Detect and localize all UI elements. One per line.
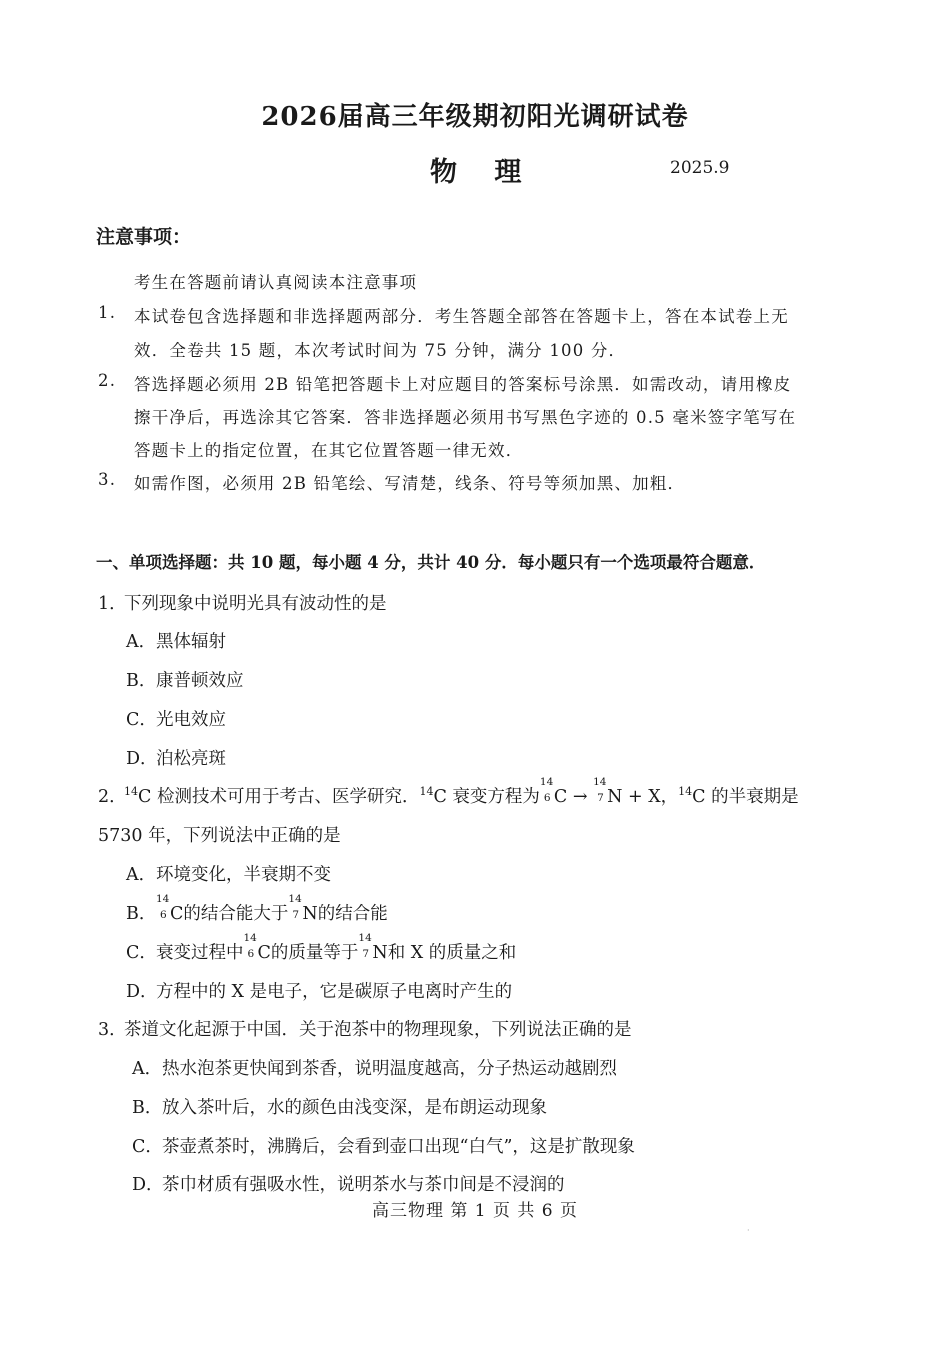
notice-item-line: 本试卷包含选择题和非选择题两部分．考生答题全部答在答题卡上，答在本试卷上无 [134, 307, 789, 326]
stem-text: C 检测技术可用于考古、医学研究． [138, 787, 420, 807]
subject-heading: 物 理 [430, 157, 536, 188]
option-label: D． [126, 982, 158, 1002]
mass-number: 14 [288, 893, 302, 905]
notice-item-number: 3. [98, 470, 117, 489]
option-d [126, 745, 226, 770]
atomic-number: 6 [247, 948, 255, 960]
mass-number: 14 [358, 932, 372, 944]
option-label: B． [126, 904, 157, 924]
question-stem [124, 776, 799, 808]
question-stem: 下列现象中说明光具有波动性的是 [124, 594, 387, 614]
notice-item-line: 效．全卷共 15 题，本次考试时间为 75 分钟，满分 100 分． [134, 341, 627, 360]
nuclide-n14 [358, 932, 372, 960]
option-c [126, 706, 226, 731]
nuclide-n14 [593, 776, 607, 804]
atomic-number: 7 [362, 948, 370, 960]
scan-mark: · [747, 1226, 750, 1235]
nuclide-c14 [243, 932, 258, 960]
option-text: 方程中的 X 是电子，它是碳原子电离时产生的 [156, 982, 513, 1002]
option-text: C的结合能大于 [170, 904, 289, 924]
option-b [126, 667, 244, 692]
option-text: 茶巾材质有强吸水性，说明茶水与茶巾间是不浸润的 [162, 1175, 565, 1195]
option-label: C． [126, 710, 157, 730]
notice-item-line: 答选择题必须用 2B 铅笔把答题卡上对应题目的答案标号涂黑．如需改动，请用橡皮 [134, 375, 792, 394]
notice-item-line: 如需作图，必须用 2B 铅笔绘、写清楚，线条、符号等须加黑、加粗． [134, 474, 686, 493]
option-text: 康普顿效应 [156, 671, 244, 691]
mass-number: 14 [678, 785, 693, 799]
atomic-number: 7 [597, 792, 604, 804]
option-label: D． [132, 1175, 164, 1195]
notice-item-line: 擦干净后，再选涂其它答案．答非选择题必须用书写黑色字迹的 0.5 毫米签字笔写在 [134, 408, 797, 427]
option-a [132, 1055, 617, 1080]
arrow-symbol: → [567, 787, 594, 807]
option-c [126, 932, 517, 964]
option-c [132, 1133, 635, 1158]
option-text: 环境变化，半衰期不变 [156, 865, 331, 885]
page-footer: 高三物理 第 1 页 共 6 页 [371, 1201, 579, 1221]
question-number: 3． [98, 1020, 127, 1040]
option-text: 衰变过程中 [156, 943, 244, 963]
option-text: 热水泡茶更快闻到茶香，说明温度越高，分子热运动越剧烈 [162, 1059, 617, 1079]
mass-number: 14 [156, 893, 170, 905]
option-label: A． [126, 632, 157, 652]
question-number: 1． [98, 594, 127, 614]
atomic-number: 6 [160, 909, 167, 921]
atomic-number: 7 [292, 909, 300, 921]
exam-date: 2025.9 [670, 158, 730, 178]
stem-text: C 的半衰期是 [692, 787, 799, 807]
nuclide-c14 [539, 776, 554, 804]
option-a [126, 628, 226, 653]
option-label: B． [132, 1098, 163, 1118]
option-b [132, 1094, 547, 1119]
exam-title: 2026届高三年级期初阳光调研试卷 [261, 102, 689, 132]
section-heading: 一、单项选择题：共 10 题，每小题 4 分，共计 40 分．每小题只有一个选项最符合题意． [96, 553, 766, 572]
option-text: N和 X 的质量之和 [372, 943, 517, 963]
mass-number: 14 [419, 785, 434, 799]
element-symbol: N + X， [607, 787, 679, 807]
option-label: A． [132, 1059, 163, 1079]
option-label: C． [132, 1137, 163, 1157]
element-symbol: C [553, 787, 568, 807]
question-stem: 茶道文化起源于中国．关于泡茶中的物理现象，下列说法正确的是 [124, 1020, 632, 1040]
option-text: 光电效应 [156, 710, 226, 730]
option-text: 放入茶叶后，水的颜色由浅变深，是布朗运动现象 [162, 1098, 547, 1118]
option-d [132, 1171, 565, 1196]
option-label: C． [126, 943, 157, 963]
option-label: B． [126, 671, 157, 691]
mass-number: 14 [539, 776, 554, 788]
mass-number: 14 [243, 932, 257, 944]
mass-number: 14 [124, 785, 138, 799]
notice-intro: 考生在答题前请认真阅读本注意事项 [134, 273, 418, 292]
nuclide-n14 [288, 893, 302, 921]
option-a [126, 861, 331, 886]
notice-heading: 注意事项： [96, 226, 192, 248]
option-text: 泊松亮斑 [156, 749, 226, 769]
option-d [126, 978, 512, 1003]
option-label: A． [126, 865, 157, 885]
notice-item-number: 2. [98, 371, 117, 390]
mass-number: 14 [593, 776, 607, 788]
option-text: 茶壶煮茶时，沸腾后，会看到壶口出现“白气”，这是扩散现象 [162, 1137, 635, 1157]
notice-item-line: 答题卡上的指定位置，在其它位置答题一律无效． [134, 441, 524, 460]
option-text: N的结合能 [302, 904, 388, 924]
notice-item-number: 1. [98, 303, 117, 322]
atomic-number: 6 [543, 792, 551, 804]
stem-text: C 衰变方程为 [433, 787, 540, 807]
option-b [126, 893, 388, 925]
question-number: 2． [98, 787, 127, 807]
option-text: C的质量等于 [257, 943, 359, 963]
option-text: 黑体辐射 [156, 632, 226, 652]
nuclide-c14 [156, 893, 170, 921]
option-label: D． [126, 749, 158, 769]
question-stem-line2: 5730 年，下列说法中正确的是 [98, 826, 341, 846]
